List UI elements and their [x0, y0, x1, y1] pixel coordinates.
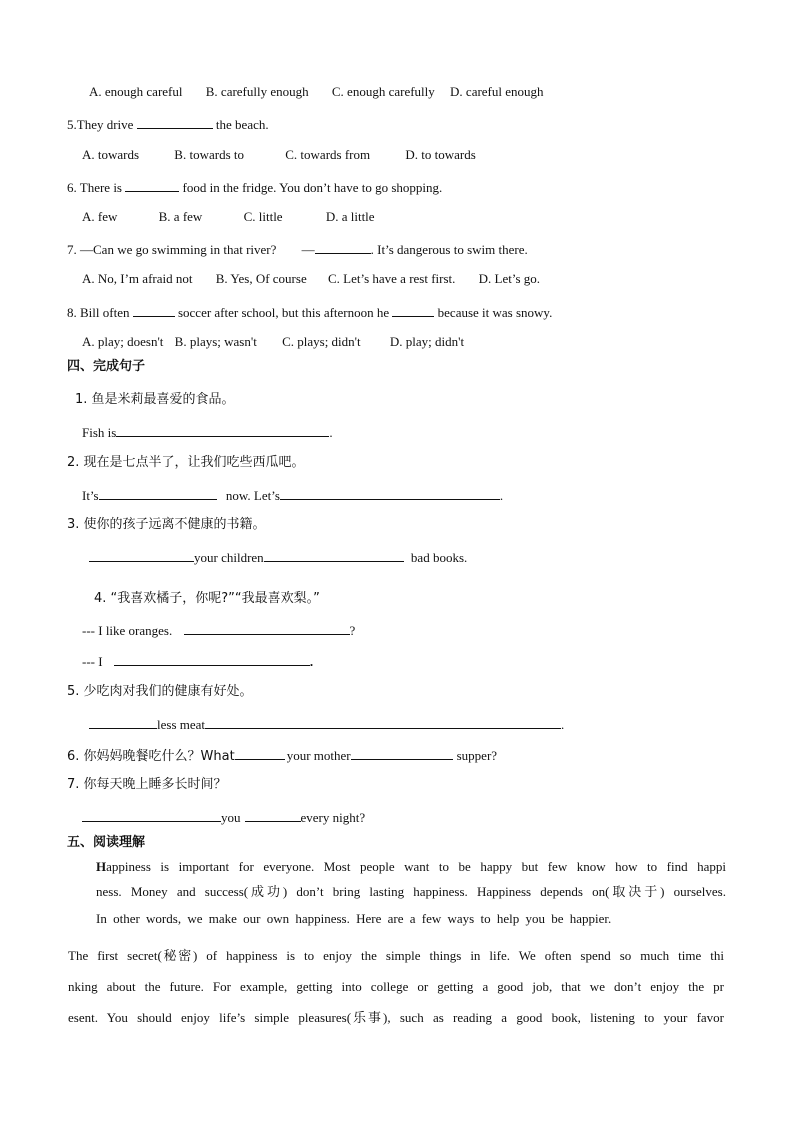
answer-blank[interactable] — [114, 652, 310, 666]
option-a: A. few — [82, 209, 118, 224]
s4-line-2 — [82, 652, 313, 670]
answer-blank[interactable] — [184, 621, 350, 635]
option-c: C. enough carefully — [331, 84, 435, 99]
section-5-title: 五、阅读理解 — [67, 835, 146, 850]
option-b: B. towards to — [174, 147, 244, 162]
s7-prompt-1: you — [221, 810, 241, 825]
option-a: A. No, I’m afraid not — [82, 271, 193, 286]
option-a: A. towards — [82, 147, 140, 162]
s2-prompt-1: It’s — [82, 488, 99, 503]
answer-blank[interactable] — [315, 240, 371, 254]
s4-prompt-2: --- I — [82, 654, 103, 669]
answer-blank[interactable] — [280, 486, 500, 500]
s4-line-1 — [82, 621, 355, 639]
option-b: B. carefully enough — [205, 84, 309, 99]
q5-options — [82, 147, 476, 163]
answer-blank[interactable] — [116, 423, 329, 437]
s2-english — [82, 486, 503, 504]
option-b: B. plays; wasn't — [174, 334, 257, 349]
q8-stem-1: 8. Bill often — [67, 305, 130, 320]
s5-prompt: less meat — [157, 717, 206, 732]
q4-options — [89, 84, 544, 100]
option-d: D. to towards — [405, 147, 476, 162]
q7-dash: — — [301, 242, 315, 257]
s3-english — [89, 548, 467, 566]
s2-end: . — [499, 488, 504, 503]
reading-p2-line-1: The first secret(秘密) of happiness is to enjoy the simple things in life. We often spend so much time thi — [68, 948, 724, 963]
s1-chinese: 1. 鱼是米莉最喜爱的食品。 — [75, 392, 235, 407]
option-a: A. play; doesn't — [82, 334, 164, 349]
reading-p1-line-3: In other words, we make our own happiness. Here are a few ways to help you be happier. — [96, 911, 612, 926]
option-c: C. little — [243, 209, 283, 224]
option-d: D. careful enough — [450, 84, 544, 99]
s3-prompt-1: your children — [194, 550, 264, 565]
s4-chinese: 4. “我喜欢橘子，你呢?”“我最喜欢梨。” — [94, 591, 320, 606]
option-d: D. play; didn't — [389, 334, 465, 349]
s7-chinese: 7. 你每天晚上睡多长时间？ — [67, 777, 227, 792]
s5-english — [89, 715, 564, 733]
q8-stem-3: because it was snowy. — [437, 305, 553, 320]
s2-chinese: 2. 现在是七点半了，让我们吃些西瓜吧。 — [67, 455, 305, 470]
option-b: B. a few — [158, 209, 203, 224]
s6-line — [67, 746, 497, 765]
answer-blank[interactable] — [245, 808, 301, 822]
s6-prompt-1: your mother — [286, 748, 351, 763]
q5-tail: the beach. — [215, 117, 269, 132]
answer-blank[interactable] — [392, 303, 434, 317]
answer-blank[interactable] — [205, 715, 561, 729]
option-d: D. Let’s go. — [478, 271, 541, 286]
reading-p1-line-1 — [96, 859, 726, 875]
answer-blank[interactable] — [137, 115, 213, 129]
s3-chinese: 3. 使你的孩子远离不健康的书籍。 — [67, 517, 266, 532]
question-7 — [67, 240, 528, 258]
reading-p1-line-2: ness. Money and success(成功) don’t bring lasting happiness. Happiness depends on(取决于) ourselves. — [96, 884, 726, 899]
q8-options — [82, 334, 464, 350]
option-a: A. enough careful — [89, 84, 183, 99]
q6-stem: 6. There is — [67, 180, 122, 195]
answer-blank[interactable] — [99, 486, 217, 500]
option-d: D. a little — [325, 209, 375, 224]
answer-blank[interactable] — [89, 715, 157, 729]
s6-chinese: 6. 你妈妈晚餐吃什么？What — [67, 749, 235, 764]
reading-text: appiness is important for everyone. Most people want to be happy but few know how to find happi — [106, 859, 726, 874]
question-5 — [67, 115, 269, 133]
s5-chinese: 5. 少吃肉对我们的健康有好处。 — [67, 684, 253, 699]
q8-stem-2: soccer after school, but this afternoon he — [177, 305, 390, 320]
option-c: C. Let’s have a rest first. — [327, 271, 456, 286]
reading-p2-line-2: nking about the future. For example, getting into college or getting a good job, that we don’t enjoy the pr — [68, 979, 724, 994]
answer-blank[interactable] — [133, 303, 175, 317]
q7-tail: . It’s dangerous to swim there. — [370, 242, 528, 257]
answer-blank[interactable] — [125, 178, 179, 192]
option-c: C. towards from — [285, 147, 371, 162]
reading-paragraph-1 — [96, 859, 726, 927]
s6-prompt-2: supper? — [456, 748, 498, 763]
s4-end-1: ? — [349, 623, 356, 638]
q5-stem: 5.They drive — [67, 117, 134, 132]
q7-stem: 7. —Can we go swimming in that river? — [67, 242, 277, 257]
drop-letter: H — [96, 859, 107, 874]
answer-blank[interactable] — [264, 548, 404, 562]
answer-blank[interactable] — [235, 746, 285, 760]
s7-prompt-2: every night? — [300, 810, 366, 825]
question-6 — [67, 178, 442, 196]
section-4-title: 四、完成句子 — [67, 359, 146, 374]
option-c: C. plays; didn't — [282, 334, 361, 349]
s3-prompt-2: bad books. — [410, 550, 468, 565]
question-8 — [67, 303, 552, 321]
s2-prompt-2: now. Let’s — [225, 488, 280, 503]
q7-options — [82, 271, 540, 287]
s1-prompt: Fish is — [82, 425, 117, 440]
option-b: B. Yes, Of course — [215, 271, 307, 286]
s4-end-2: . — [309, 654, 314, 669]
s7-english — [82, 808, 365, 826]
answer-blank[interactable] — [89, 548, 194, 562]
q6-tail: food in the fridge. You don’t have to go shopping. — [182, 180, 443, 195]
s1-end: . — [329, 425, 333, 440]
reading-p2-line-3: esent. You should enjoy life’s simple pleasures(乐事), such as reading a good book, listening to your favor — [68, 1010, 724, 1025]
answer-blank[interactable] — [351, 746, 453, 760]
reading-paragraph-2 — [68, 948, 724, 1026]
s5-end: . — [561, 717, 565, 732]
answer-blank[interactable] — [82, 808, 221, 822]
s4-prompt-1: --- I like oranges. — [82, 623, 173, 638]
s1-english — [82, 423, 333, 441]
q6-options — [82, 209, 375, 225]
